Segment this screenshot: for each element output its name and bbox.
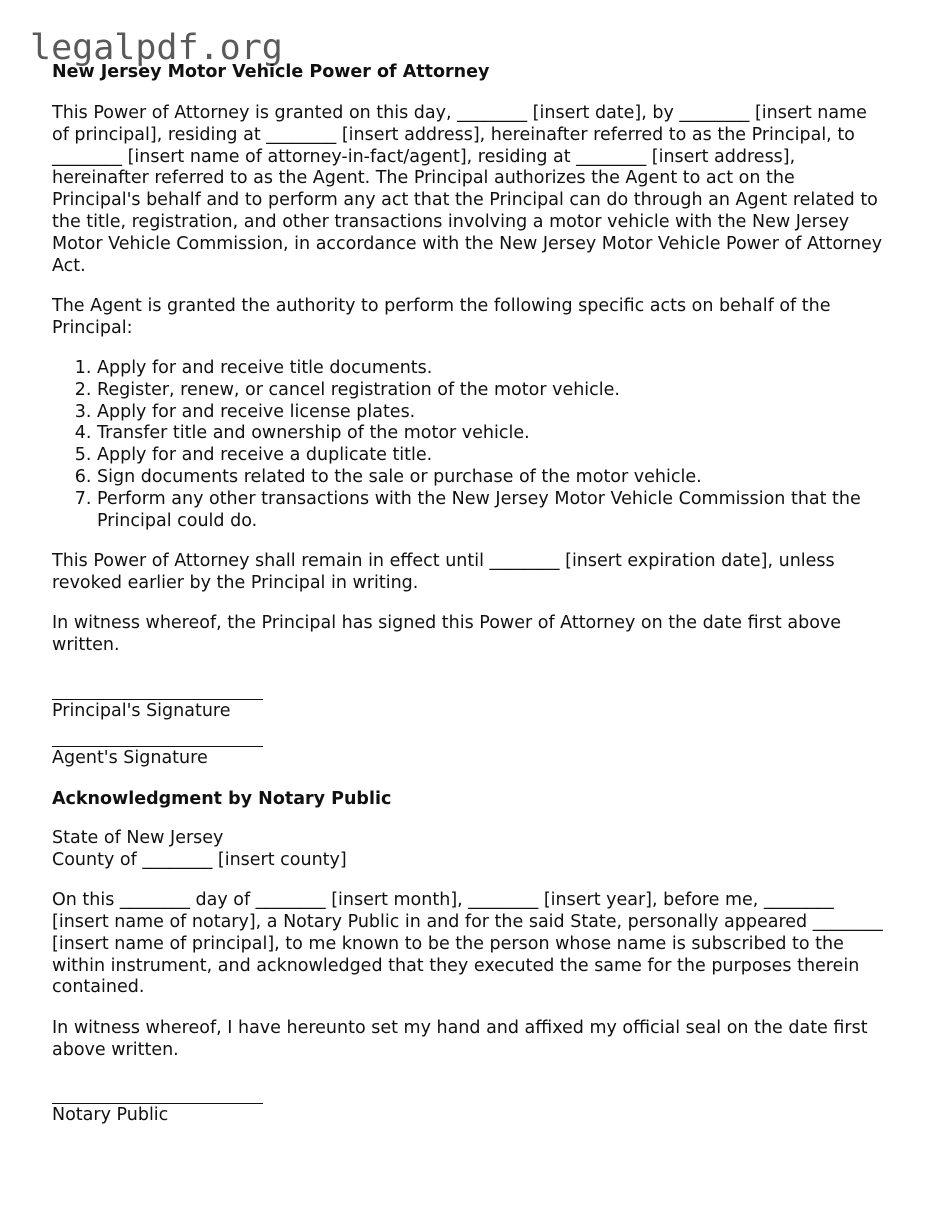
agent-signature-label: Agent's Signature [52,747,208,768]
list-item: 4. Transfer title and ownership of the motor vehicle. [97,423,887,445]
notary-signature-block [52,1083,887,1127]
list-item: 5. Apply for and receive a duplicate title. [97,445,887,467]
notary-heading: Acknowledgment by Notary Public [52,789,392,810]
notary-signature-label: Notary Public [52,1105,169,1126]
notary-witness: In witness whereof, I have hereunto set my hand and affixed my official seal on the date first above written. [52,1017,868,1060]
document-title: New Jersey Motor Vehicle Power of Attorney [52,62,490,82]
acts-list [52,358,887,532]
authority-intro: The Agent is granted the authority to perform the following specific acts on behalf of the Principal: [52,295,831,338]
principal-signature-block [52,679,887,723]
agent-signature-block [52,726,887,770]
watermark-logo: legalpdf.org [30,28,283,68]
notary-signature-line[interactable] [52,1083,887,1105]
principal-signature-line[interactable] [52,679,887,701]
list-item: 1. Apply for and receive title documents. [97,358,887,380]
list-item: 3. Apply for and receive license plates. [97,402,887,424]
expiration-paragraph: This Power of Attorney shall remain in effect until ________ [insert expiration date], unless revoked earlier by the Principal in writing. [52,550,835,593]
notary-location [52,828,887,872]
intro-paragraph: This Power of Attorney is granted on this day, ________ [insert date], by ________ [insert name of principal], residing at ________ [insert address], hereinafter referred to as the Principal, to ________ [insert name of attorney-in-fact/agent], residing at ________ [insert address], hereinafter referred to as the Agent. The Principal authorizes the Agent to act on the Principal's behalf and to perform any act that the Principal can do through an Agent related to the title, registration, and other transactions involving a motor vehicle with the New Jersey Motor Vehicle Commission, in accordance with the New Jersey Motor Vehicle Power of Attorney Act. [52,103,883,276]
list-item: 2. Register, renew, or cancel registration of the motor vehicle. [97,380,887,402]
list-item: 7. Perform any other transactions with the New Jersey Motor Vehicle Commission that the Principal could do. [97,489,887,533]
witness-paragraph: In witness whereof, the Principal has signed this Power of Attorney on the date first above written. [52,612,842,655]
notary-county: County of ________ [insert county] [52,849,347,870]
agent-signature-line[interactable] [52,726,887,748]
list-item: 6. Sign documents related to the sale or purchase of the motor vehicle. [97,467,887,489]
notary-body: On this ________ day of ________ [insert month], ________ [insert year], before me, ________ [insert name of notary], a Notary Public in and for the said State, personally appeared ________ [insert name of principal], to me known to be the person whose name is subscribed to the within instrument, and acknowledged that they executed the same for the purposes therein contained. [52,890,883,998]
document-body [52,60,887,1146]
notary-state: State of New Jersey [52,828,224,849]
principal-signature-label: Principal's Signature [52,700,231,721]
